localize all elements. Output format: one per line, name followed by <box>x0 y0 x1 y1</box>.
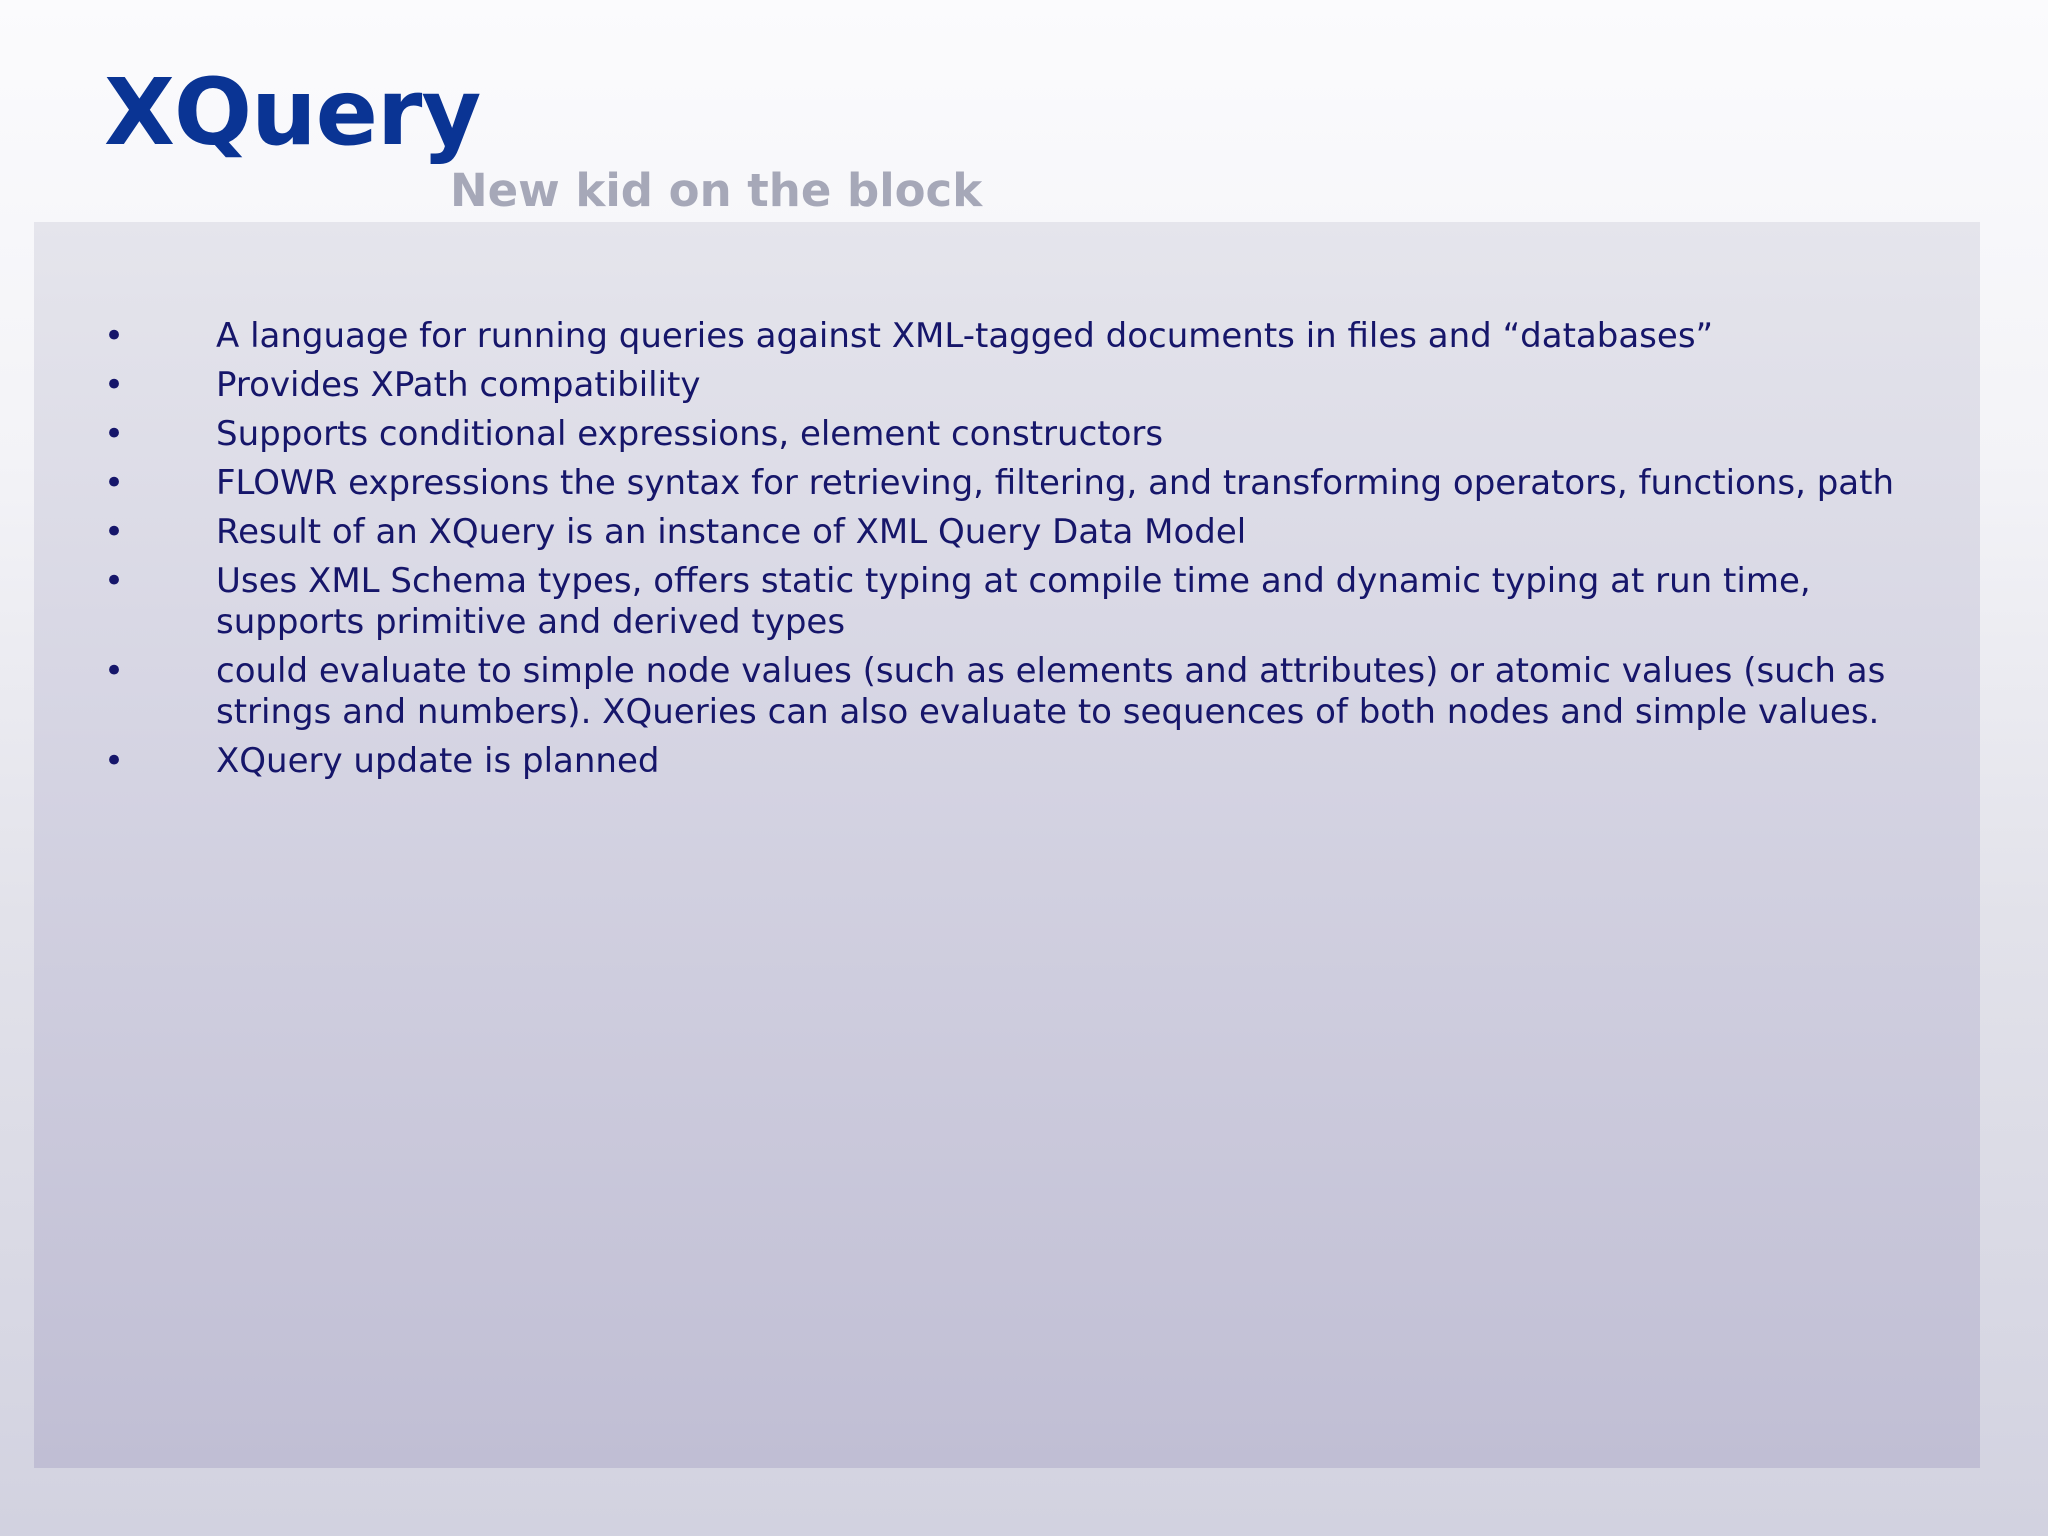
bullet-text: A language for running queries against XML-tagged documents in files and “databases” <box>216 316 1714 356</box>
slide-subtitle: New kid on the block <box>450 164 983 217</box>
bullet-item <box>104 561 1944 643</box>
bullet-text: FLOWR expressions the syntax for retrieving, filtering, and transforming operators, functions, path <box>216 463 1894 503</box>
bullet-text: Supports conditional expressions, element constructors <box>216 414 1164 454</box>
bullet-icon: • <box>104 365 125 405</box>
bullet-item <box>104 512 1944 553</box>
bullet-icon: • <box>104 651 125 691</box>
bullet-item <box>104 414 1944 455</box>
bullet-text: XQuery update is planned <box>216 741 660 781</box>
bullet-item <box>104 463 1944 504</box>
bullet-icon: • <box>104 463 125 503</box>
bullet-icon: • <box>104 414 125 454</box>
bullet-text: Uses XML Schema types, offers static typing at compile time and dynamic typing at run time, supports primitive and derived types <box>216 561 1811 642</box>
bullet-icon: • <box>104 316 125 356</box>
slide-title: XQuery <box>104 59 481 166</box>
content-panel <box>34 222 1980 1468</box>
bullet-text: Provides XPath compatibility <box>216 365 701 405</box>
bullet-icon: • <box>104 741 125 781</box>
bullet-text: could evaluate to simple node values (such as elements and attributes) or atomic values (such as strings and numbers). XQueries can also evaluate to sequences of both nodes and simple values. <box>216 651 1886 732</box>
bullet-icon: • <box>104 561 125 601</box>
bullet-item <box>104 741 1944 782</box>
bullet-text: Result of an XQuery is an instance of XML Query Data Model <box>216 512 1247 552</box>
bullet-item <box>104 365 1944 406</box>
bullet-item <box>104 316 1944 357</box>
bullet-icon: • <box>104 512 125 552</box>
bullet-list <box>104 316 1944 790</box>
bullet-item <box>104 651 1944 733</box>
